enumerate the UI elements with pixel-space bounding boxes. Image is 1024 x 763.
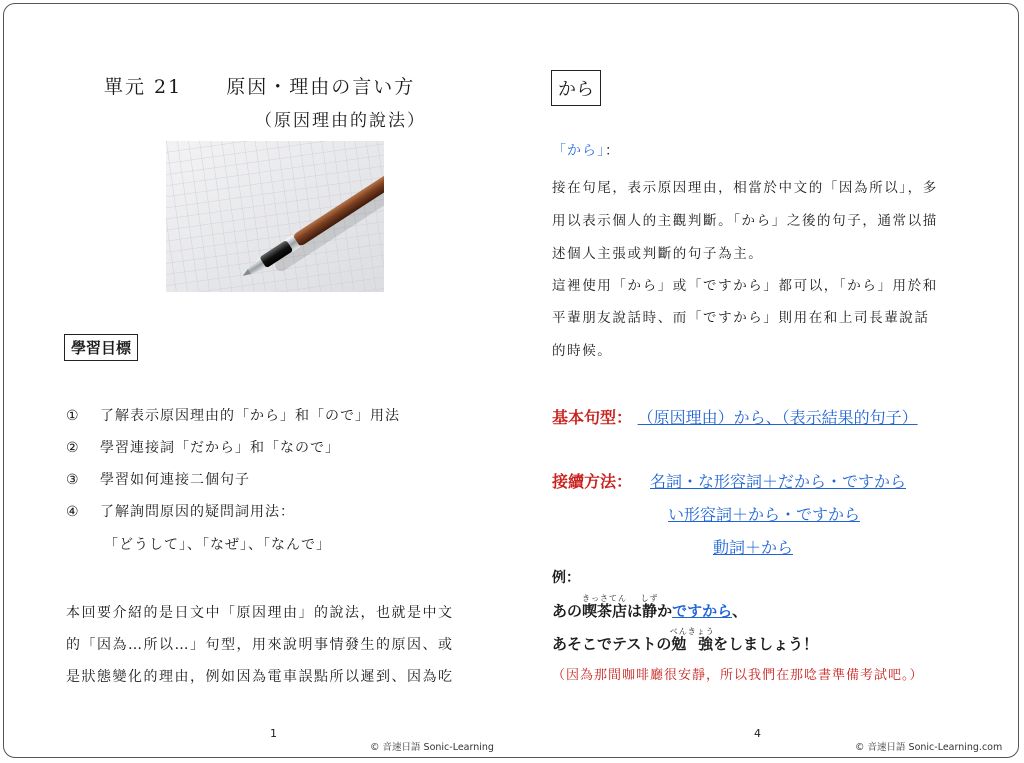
goal-item xyxy=(66,501,295,521)
description-line: 的時候。 xyxy=(552,343,613,359)
left-page xyxy=(4,4,516,757)
kanji-shizu: 静 xyxy=(640,602,659,620)
example-text: 、 xyxy=(732,602,748,620)
intro-paragraph-line: 是狀態變化的理由，例如因為電車誤點所以遲到、因為吃 xyxy=(66,669,454,685)
connection-colon: ： xyxy=(616,472,633,491)
example-text: あの xyxy=(552,602,583,620)
connection-link-noun[interactable]: 名詞・な形容詞＋だから・ですから xyxy=(650,472,907,491)
kara-heading: から xyxy=(551,70,601,106)
kara-label xyxy=(552,140,620,160)
ruby-shizu xyxy=(640,594,659,620)
unit-number: 單元 21 xyxy=(104,76,183,98)
example-text: をしましょう！ xyxy=(713,635,819,653)
connection-label: 接續方法 xyxy=(552,472,617,491)
question-words: 「どうして」、「なぜ」、「なんで」 xyxy=(104,537,331,553)
goal-item xyxy=(66,469,250,489)
goal-number: ③ xyxy=(66,472,80,488)
goal-number: ④ xyxy=(66,504,80,520)
connection-method xyxy=(552,469,632,492)
example-sentence-1 xyxy=(552,594,747,621)
description-line: 平輩朋友說話時、而「ですから」則用在和上司長輩說話 xyxy=(552,310,930,326)
kanji-kissaten: 喫茶店 xyxy=(582,602,628,620)
unit-subtitle: （原因理由的說法） xyxy=(255,111,426,131)
learning-goals-heading: 學習目標 xyxy=(64,334,138,361)
example-translation: （因為那間咖啡廳很安靜，所以我們在那唸書準備考試吧。） xyxy=(552,668,924,683)
description-line: 述個人主張或判斷的句子為主。 xyxy=(552,246,764,262)
ruby-benkyou xyxy=(669,627,715,653)
basic-pattern-link[interactable]: （原因理由）から、（表示結果的句子） xyxy=(637,408,918,427)
kara-term: 「から」 xyxy=(552,143,605,159)
example-text: は xyxy=(627,602,643,620)
goal-text: 學習如何連接二個句子 xyxy=(100,472,250,488)
connection-link-i-adjective[interactable]: い形容詞＋から・ですから xyxy=(668,505,861,524)
goal-text: 學習連接詞「だから」和「なので」 xyxy=(100,440,340,456)
page-number: 1 xyxy=(270,727,277,740)
page-number: 4 xyxy=(754,727,761,740)
pen-on-grid-photo xyxy=(166,141,384,292)
goal-text: 了解詢問原因的疑問詞用法： xyxy=(100,504,295,520)
copyright: © 音速日語 Sonic-Learning xyxy=(370,742,494,753)
right-page xyxy=(516,4,1019,757)
connection-link-verb[interactable]: 動詞＋から xyxy=(713,538,794,557)
basic-pattern-colon: ： xyxy=(616,408,633,427)
desukara-link[interactable]: ですから xyxy=(672,602,733,620)
furigana-shizu: しず xyxy=(640,594,659,603)
description-line: 用以表示個人的主觀判斷。「から」之後的句子，通常以描 xyxy=(552,213,938,229)
goal-number: ② xyxy=(66,440,80,456)
goal-text: 了解表示原因理由的「から」和「ので」用法 xyxy=(100,408,400,424)
goal-number: ① xyxy=(66,408,80,424)
book-spread xyxy=(3,3,1019,758)
goal-item xyxy=(66,405,400,425)
description-line: 這裡使用「から」或「ですから」都可以，「から」用於和 xyxy=(552,278,938,294)
example-label: 例： xyxy=(552,570,580,586)
basic-pattern-label: 基本句型 xyxy=(552,408,617,427)
copyright: © 音速日語 Sonic-Learning.com xyxy=(855,742,1003,753)
kara-colon: ： xyxy=(605,143,620,159)
unit-title xyxy=(104,72,415,99)
example-text: か xyxy=(657,602,673,620)
intro-paragraph-line: 的「因為…所以…」句型，用來說明事情發生的原因、或 xyxy=(66,637,454,653)
description-line: 接在句尾，表示原因理由，相當於中文的「因為所以」，多 xyxy=(552,180,938,196)
furigana-benkyou: べんきょう xyxy=(669,627,715,636)
kanji-benkyou: 勉 強 xyxy=(669,635,715,653)
example-text: あそこでテストの xyxy=(552,635,672,653)
goal-item xyxy=(66,437,340,457)
basic-pattern xyxy=(552,405,918,428)
example-sentence-2 xyxy=(552,627,818,654)
furigana-kissaten: きっさてん xyxy=(582,594,628,603)
unit-title-text: 原因・理由の言い方 xyxy=(226,76,416,98)
intro-paragraph-line: 本回要介紹的是日文中「原因理由」的說法，也就是中文 xyxy=(66,605,454,621)
ruby-kissaten xyxy=(582,594,628,620)
